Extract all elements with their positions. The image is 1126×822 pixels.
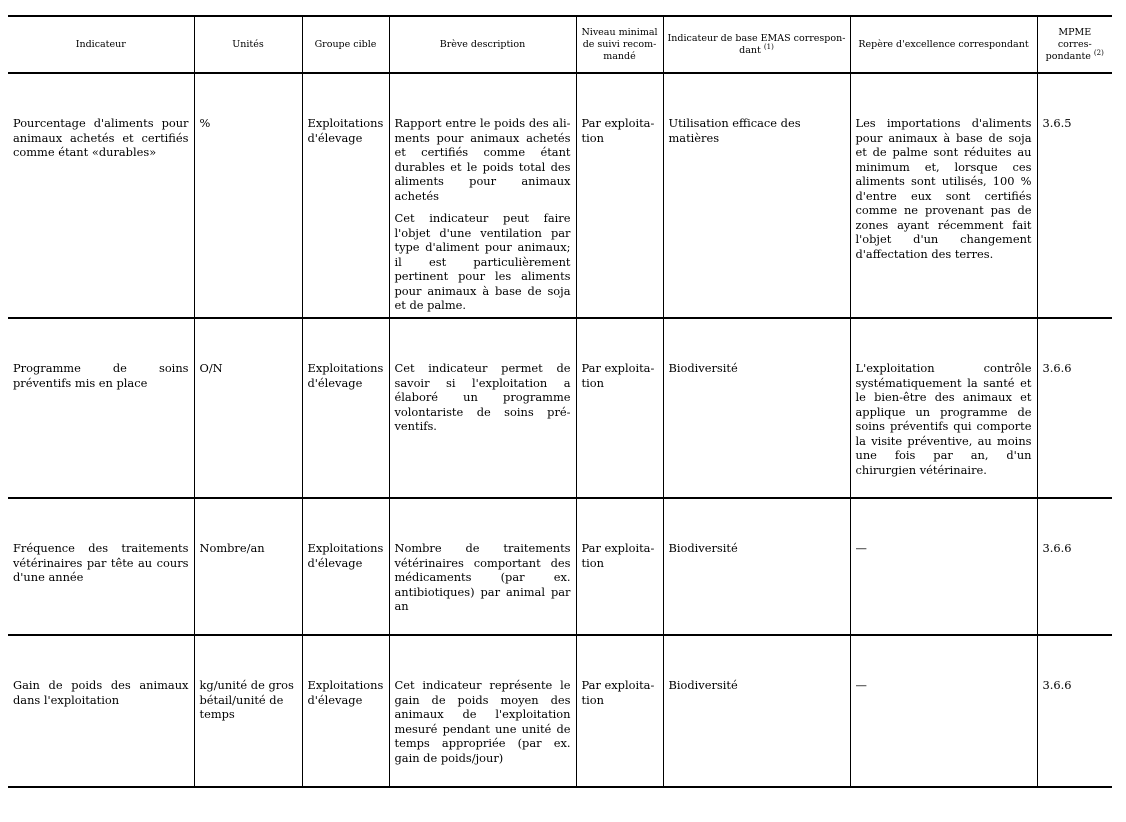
cell-description: Nombre de traitements vétérinaires comportant des médicaments (par ex. antibiotiques) par animal par an (389, 498, 576, 635)
cell-monitoring-level: Par exploitation (576, 635, 663, 787)
cell-emas-indicator: Biodiversité (663, 635, 850, 787)
table-header-row (8, 16, 1112, 73)
cell-bemp: 3.6.6 (1037, 498, 1112, 635)
header-bemp (1037, 16, 1112, 73)
footnote-ref-1: (1) (763, 42, 774, 51)
cell-target-group: Exploitations d'élevage (302, 73, 389, 318)
header-indicator: Indicateur (8, 16, 194, 73)
cell-description: Cet indicateur représente le gain de poids moyen des animaux de l'exploitation mesuré pendant une unité de temps appropriée (par ex. gain de poids/jour) (389, 635, 576, 787)
cell-benchmark: — (850, 498, 1037, 635)
cell-emas-indicator: Utilisation efficace des matières (663, 73, 850, 318)
cell-benchmark: L'exploitation contrôle systématiquement la santé et le bien-être des animaux et applique un programme de soins préventifs qui comporte la visite préventive, au moins une fois par an, d'un chirurgien vétérinaire. (850, 318, 1037, 498)
cell-indicator: Pourcentage d'aliments pour animaux achetés et certifiés comme étant «durables» (8, 73, 194, 318)
table-row (8, 73, 1112, 318)
table-row (8, 635, 1112, 787)
table-row (8, 318, 1112, 498)
description-paragraph-2: Cet indicateur peut faire l'objet d'une ventilation par type d'aliment pour animaux; il est particulièrement pertinent pour les aliments pour animaux à base de soja et de palme. (394, 211, 571, 312)
indicators-table (8, 15, 1112, 788)
cell-emas-indicator: Biodiversité (663, 498, 850, 635)
cell-benchmark: — (850, 635, 1037, 787)
cell-units: kg/unité de gros bétail/unité de temps (194, 635, 302, 787)
cell-target-group: Exploitations d'élevage (302, 318, 389, 498)
description-paragraph: Rapport entre le poids des aliments pour animaux achetés et certifiés comme étant durables et le poids total des aliments pour animaux achetés (394, 116, 571, 203)
cell-bemp: 3.6.5 (1037, 73, 1112, 318)
cell-units: O/N (194, 318, 302, 498)
cell-benchmark: Les importations d'aliments pour animaux à base de soja et de palme sont réduites au minimum et, lorsque ces aliments sont utilisés, 100 % d'entre eux sont certifiés comme ne provenant pas de zones ayant récemment fait l'objet d'un changement d'affectation des terres. (850, 73, 1037, 318)
header-monitoring-level: Niveau minimal de suivi recommandé (576, 16, 663, 73)
cell-description: Cet indicateur permet de savoir si l'exploitation a élaboré un programme volontariste de soins préventifs. (389, 318, 576, 498)
table-row (8, 498, 1112, 635)
cell-bemp: 3.6.6 (1037, 318, 1112, 498)
header-units: Unités (194, 16, 302, 73)
header-bemp-text: MPME correspondante (1045, 26, 1092, 62)
header-emas-indicator-text: Indicateur de base EMAS correspondant (667, 32, 846, 56)
footnote-ref-2: (2) (1093, 48, 1104, 57)
cell-target-group: Exploitations d'élevage (302, 635, 389, 787)
cell-target-group: Exploitations d'élevage (302, 498, 389, 635)
cell-monitoring-level: Par exploitation (576, 498, 663, 635)
cell-indicator: Programme de soins préventifs mis en place (8, 318, 194, 498)
cell-monitoring-level: Par exploitation (576, 318, 663, 498)
cell-description (389, 73, 576, 318)
header-emas-indicator (663, 16, 850, 73)
header-benchmark: Repère d'excellence correspondant (850, 16, 1037, 73)
cell-indicator: Gain de poids des animaux dans l'exploitation (8, 635, 194, 787)
cell-emas-indicator: Biodiversité (663, 318, 850, 498)
cell-units: % (194, 73, 302, 318)
cell-bemp: 3.6.6 (1037, 635, 1112, 787)
cell-monitoring-level: Par exploitation (576, 73, 663, 318)
header-description: Brève description (389, 16, 576, 73)
cell-units: Nombre/an (194, 498, 302, 635)
cell-indicator: Fréquence des traitements vétérinaires par tête au cours d'une année (8, 498, 194, 635)
header-target-group: Groupe cible (302, 16, 389, 73)
